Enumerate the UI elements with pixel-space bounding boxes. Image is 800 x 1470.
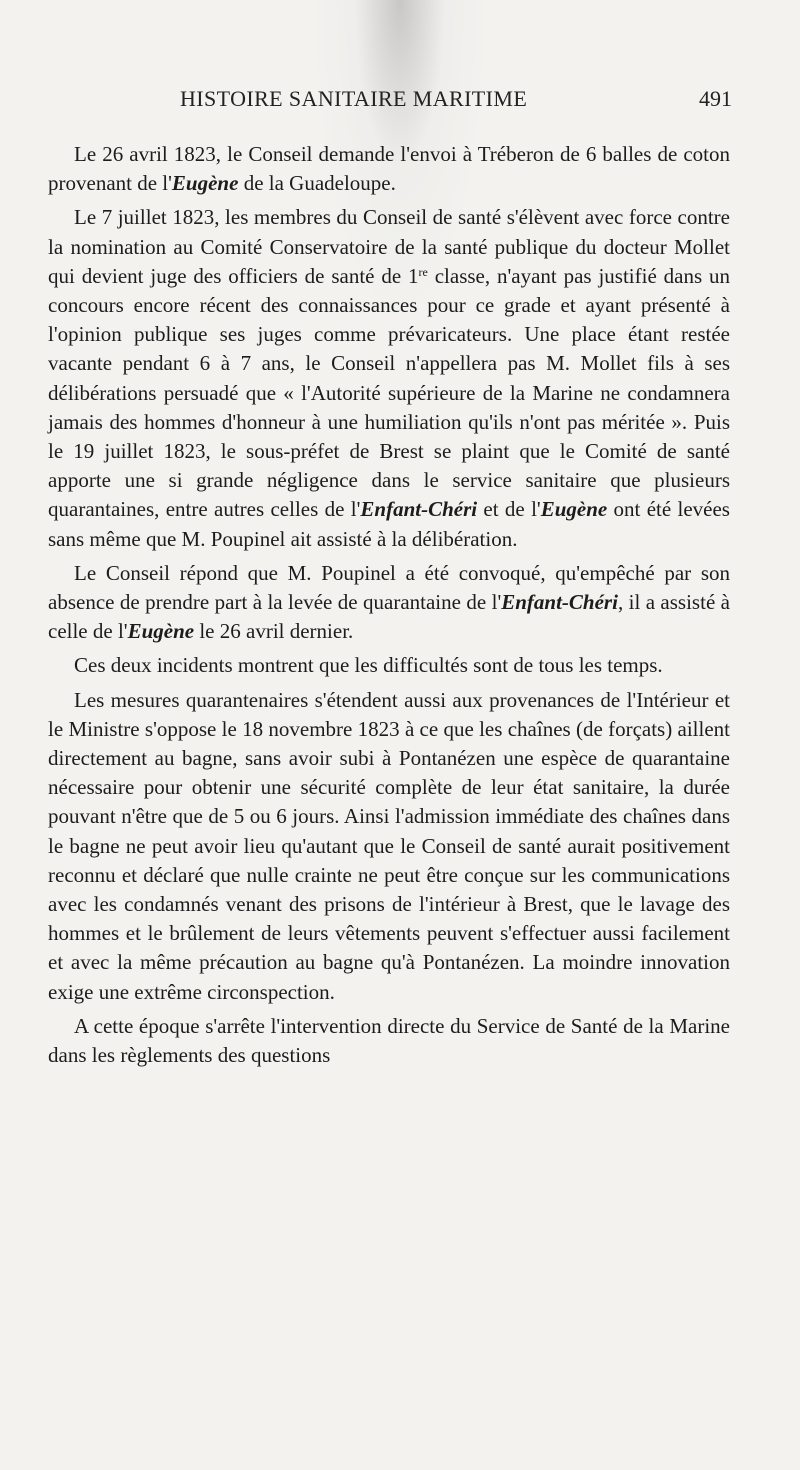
paragraph-1: Le 26 avril 1823, le Conseil demande l'envoi à Tréberon de 6 balles de coton provenant de l'Eugène de la Guadeloupe.: [48, 142, 730, 196]
page-number: 491: [699, 86, 732, 111]
ship-name: Eugène: [127, 619, 195, 644]
ship-name: Eugène: [540, 497, 608, 522]
paragraph-3: Le Conseil répond que M. Poupinel a été convoqué, qu'empêché par son absence de prendre part à la levée de quarantaine de l'Enfant-Chéri, il a assisté à celle de l'Eugène le 26 avril dernier.: [48, 560, 731, 644]
ordinal-superscript: re: [418, 264, 428, 279]
running-title: HISTOIRE SANITAIRE MARITIME: [180, 86, 528, 111]
paragraph-6: A cette époque s'arrête l'intervention directe du Service de Santé de la Marine dans les règlements des questions: [48, 1013, 730, 1068]
ship-name: Enfant-Chéri: [501, 590, 618, 615]
ship-name: Eugène: [171, 171, 239, 196]
paragraph-5: Les mesures quarantenaires s'étendent aussi aux provenances de l'Intérieur et le Ministre s'oppose le 18 novembre 1823 à ce que les chaînes (de forçats) aillent directement au bagne, sans avoir subi à Pontanézen une espèce de quarantaine nécessaire pour obtenir une sécurité complète de leur état sanitaire, la durée pouvant n'être que de 5 ou 6 jours. Ainsi l'admission immédiate des chaînes dans le bagne ne peut avoir lieu qu'autant que le Conseil de santé aurait positivement reconnu et déclaré que nulle crainte ne peut être conçue sur les communications avec les condamnés venant des prisons de l'intérieur à Brest, que le lavage des hommes et le brûlement de leurs vêtements peuvent s'effectuer aussi facilement et avec la même précaution au bagne qu'à Pontanézen. La moindre innovation exige une extrême circonspection.: [48, 687, 730, 1004]
ship-name: Enfant-Chéri: [360, 497, 478, 522]
paragraph-2: Le 7 juillet 1823, les membres du Conseil de santé s'élèvent avec force contre la nomination au Comité Conservatoire de la santé publique du docteur Mollet qui devient juge des officiers de santé de 1re classe, n'ayant pas justifié dans un concours encore récent des connaissances pour ce grade et ayant présenté à l'opinion publique ses juges comme prévaricateurs. Une place étant restée vacante pendant 6 à 7 ans, le Conseil n'appellera pas M. Mollet fils à ses délibérations persuadé que « l'Autorité supérieure de la Marine ne condamnera jamais des hommes d'honneur à une humiliation qu'ils n'ont pas méritée ». Puis le 19 juillet 1823, le sous-préfet de Brest se plaint que le Comité de santé apporte une si grande négligence dans le service sanitaire que plusieurs quarantaines, entre autres celles de l'Enfant-Chéri et de l'Eugène ont été levées sans même que M. Poupinel ait assisté à la délibération.: [48, 205, 730, 551]
paragraph-4: Ces deux incidents montrent que les difficultés sont de tous les temps.: [74, 653, 663, 678]
body-text: [48, 140, 730, 1075]
page-header: [48, 86, 738, 118]
